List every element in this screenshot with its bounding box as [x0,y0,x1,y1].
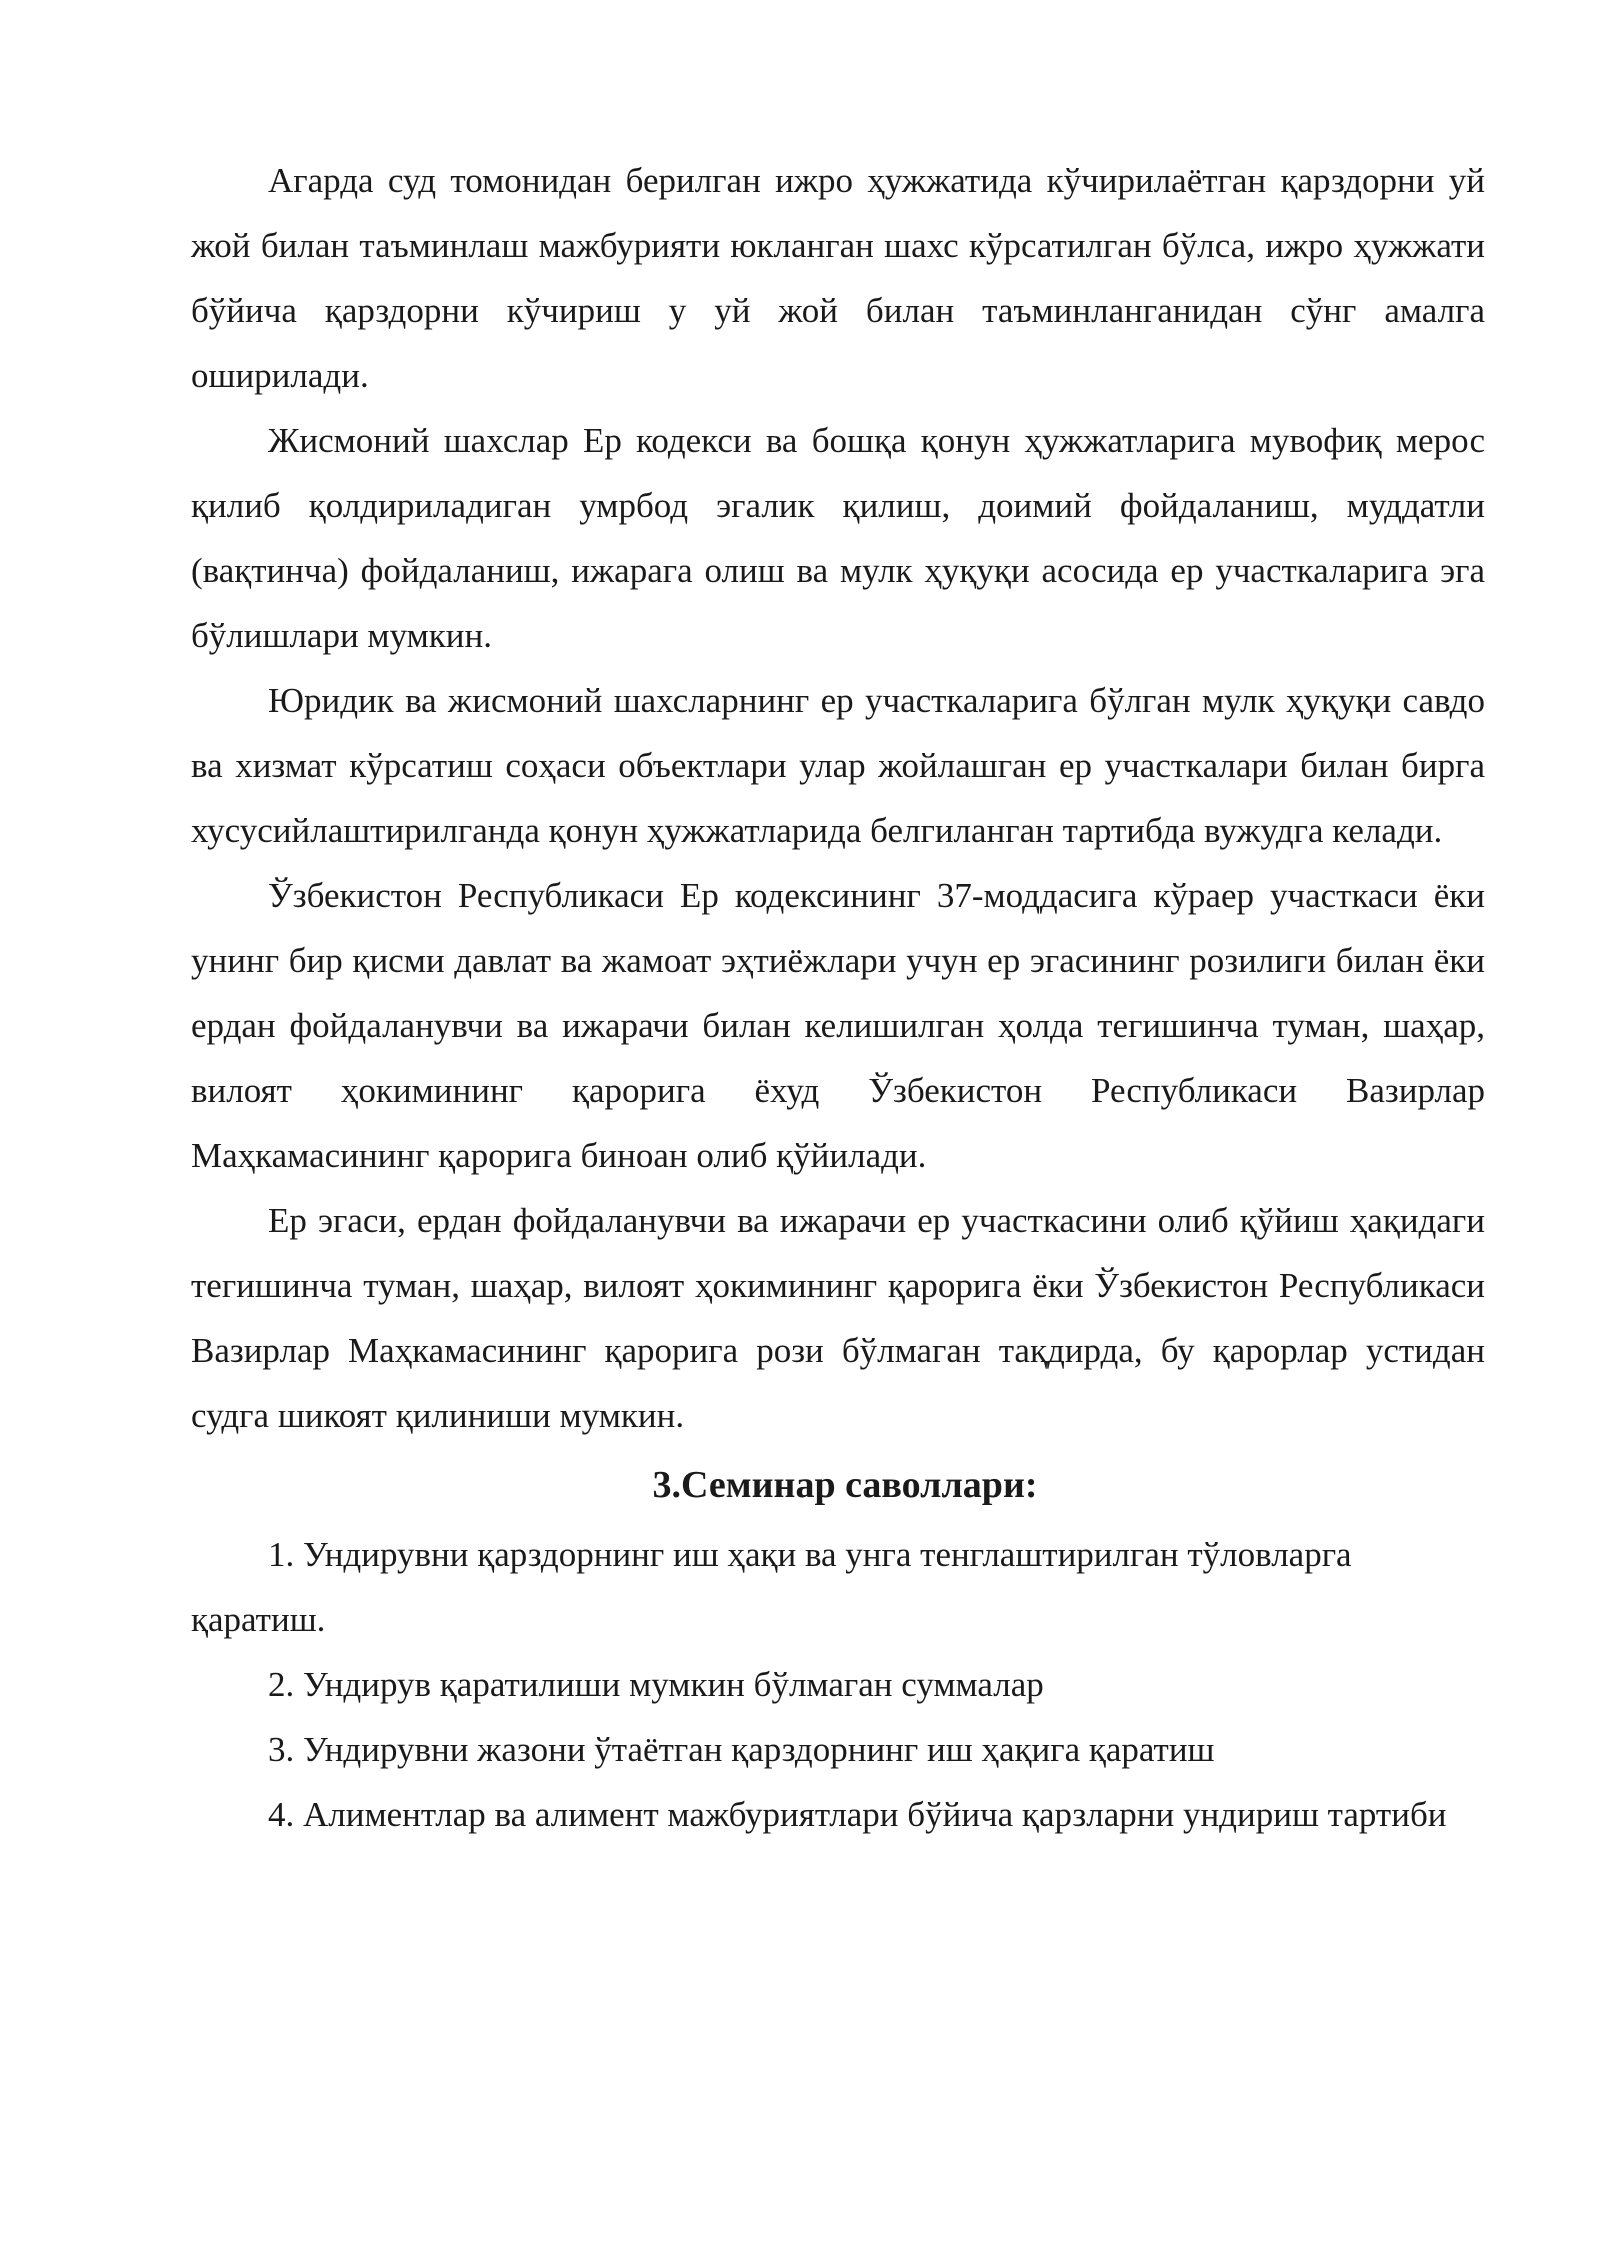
section-heading: 3.Семинар саволлари: [652,1464,1038,1506]
paragraph: Ўзбекистон Республикаси Ер кодексининг 37-моддасига кўраер участкаси ёки унинг бир қисми давлат ва жамоат эҳтиёжлари учун ер эгасининг розилиги билан ёки ердан фойдаланувчи ва ижарачи билан келишилган ҳолда тегишинча туман, шаҳар, вилоят ҳокимининг қарорига ёхуд Ўзбекистон Республикаси Вазирлар Маҳкамасининг қарорига биноан олиб қўйилади. [191,876,1485,1175]
seminar-question: 2. Ундирув қаратилиши мумкин бўлмаган суммалар [268,1665,1044,1704]
seminar-question: 4. Алиментлар ва алимент мажбуриятлари бўйича қарзларни ундириш тартиби [268,1795,1447,1834]
paragraph: Ер эгаси, ердан фойдаланувчи ва ижарачи ер участкасини олиб қўйиш ҳақидаги тегишинча туман, шаҳар, вилоят ҳокимининг қарорига ёки Ўзбекистон Республикаси Вазирлар Маҳкамасининг қарорига рози бўлмаган тақдирда, бу қарорлар устидан судга шикоят қилиниши мумкин. [191,1201,1485,1435]
seminar-question: 3. Ундирувни жазони ўтаётган қарздорнинг иш ҳақига қаратиш [268,1730,1215,1769]
seminar-questions-list [191,1522,1485,1847]
document-page [191,148,1485,1847]
paragraph: Юридик ва жисмоний шахсларнинг ер участкаларига бўлган мулк ҳуқуқи савдо ва хизмат кўрсатиш соҳаси объектлари улар жойлашган ер участкалари билан бирга хусусийлаштирилганда қонун ҳужжатларида белгиланган тартибда вужудга келади. [191,681,1485,850]
paragraph: Агарда суд томонидан берилган ижро ҳужжатида кўчирилаётган қарздорни уй жой билан таъминлаш мажбурияти юкланган шахс кўрсатилган бўлса, ижро ҳужжати бўйича қарздорни кўчириш у уй жой билан таъминланганидан сўнг амалга оширилади. [191,161,1485,395]
seminar-question: 1. Ундирувни қарздорнинг иш ҳақи ва унга тенглаштирилган тўловларга қаратиш. [191,1535,1352,1639]
paragraph: Жисмоний шахслар Ер кодекси ва бошқа қонун ҳужжатларига мувофиқ мерос қилиб қолдириладиган умрбод эгалик қилиш, доимий фойдаланиш, муддатли (вақтинча) фойдаланиш, ижарага олиш ва мулк ҳуқуқи асосида ер участкаларига эга бўлишлари мумкин. [191,421,1485,655]
